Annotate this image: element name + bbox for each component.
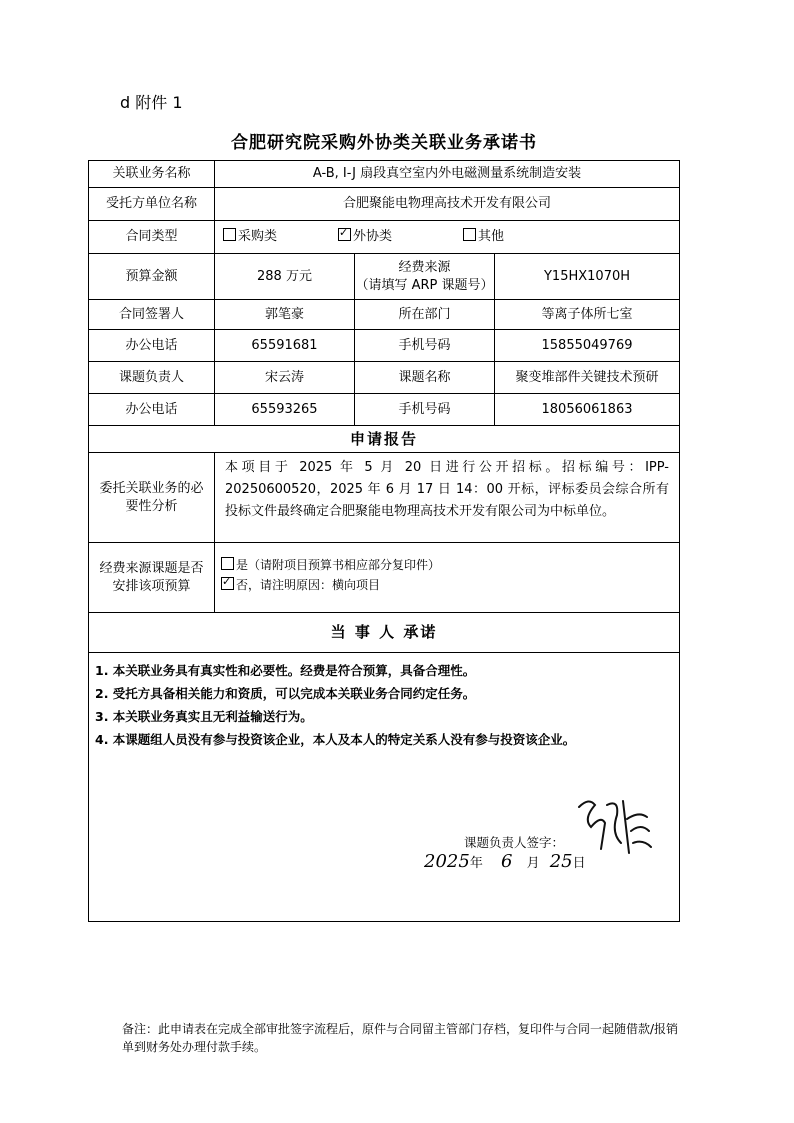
project-name-label: 课题名称 [354,362,494,393]
fund-source-value: Y15HX1070H [494,254,679,299]
checkbox[interactable] [221,577,234,590]
row-budget-arranged [89,543,679,613]
business-name-value: A-B, I-J 扇段真空室内外电磁测量系统制造安装 [214,161,679,187]
row-phone-2 [89,394,679,426]
necessity-text: 本项目于 2025 年 5 月 20 日进行公开招标。招标编号：IPP-20250600520，2025 年 6 月 17 日 14：00 开标，评标委员会综合所有投标文件最终确定合肥聚能电物理高技术开发有限公司为中标单位。 [225,460,669,519]
mobile-value: 18056061863 [494,394,679,425]
signer-label: 合同签署人 [118,306,184,322]
project-name-value: 聚变堆部件关键技术预研 [494,362,679,393]
office-phone-value: 65593265 [214,394,354,425]
checkbox[interactable] [221,557,234,570]
date-month-unit: 月 [526,856,540,871]
document-title: 合肥研究院采购外协类关联业务承诺书 [231,133,537,153]
date-day-unit: 日 [572,856,586,871]
pledge-item: 4. 本课题组人员没有参与投资该企业，本人及本人的特定关系人没有参与投资该企业。 [95,732,576,747]
signer-value: 郭笔豪 [214,300,354,329]
mobile-label: 手机号码 [354,394,494,425]
commitment-form [88,160,680,922]
option-label: 其他 [478,229,505,245]
row-signer [89,300,679,330]
option-no-label: 否，请注明原因：横向项目 [236,578,381,592]
necessity-label: 委托关联业务的必要性分析 [99,480,204,514]
contract-type-label: 合同类型 [125,229,178,245]
option-yes-label: 是（请附项目预算书相应部分复印件） [236,558,441,572]
checkbox[interactable] [223,228,236,241]
pledge-item: 3. 本关联业务真实且无利益输送行为。 [95,709,313,724]
contractor-value: 合肥聚能电物理高技术开发有限公司 [214,188,679,220]
report-heading: 申请报告 [349,429,418,448]
business-name-label: 关联业务名称 [112,166,191,182]
dept-value: 等离子体所七室 [494,300,679,329]
pledge-heading: 当 事 人 承诺 [330,623,438,642]
office-phone-label: 办公电话 [125,337,178,353]
row-pledge-heading [89,613,679,653]
row-budget [89,254,679,300]
option-yes[interactable] [221,555,679,575]
attachment-label: d 附件 1 [120,93,183,112]
leader-label: 课题负责人 [118,369,184,385]
budget-arranged-label: 经费来源课题是否安排该项预算 [99,560,204,594]
mobile-value: 15855049769 [494,330,679,361]
contract-type-option-purchase[interactable] [223,228,338,246]
budget-value: 288 万元 [214,254,354,299]
budget-label: 预算金额 [125,268,178,284]
fund-source-label [354,254,494,299]
contract-type-option-outsourcing[interactable] [338,228,463,246]
row-contract-type [89,221,679,254]
row-leader [89,362,679,394]
mobile-label: 手机号码 [354,330,494,361]
office-phone-value: 65591681 [214,330,354,361]
signature-date [424,851,586,872]
date-month: 6 [500,851,513,872]
fund-source-hint: （请填写 ARP 课题号） [355,277,494,293]
row-phone-1 [89,330,679,362]
pledge-item: 1. 本关联业务具有真实性和必要性。经费是符合预算，具备合理性。 [95,663,476,678]
contract-type-options [214,221,679,253]
row-report-heading [89,426,679,453]
row-business-name [89,161,679,188]
row-contractor [89,188,679,221]
budget-arranged-options [214,543,679,612]
dept-label: 所在部门 [354,300,494,329]
row-necessity [89,453,679,543]
leader-value: 宋云涛 [214,362,354,393]
option-no[interactable] [221,575,679,595]
fund-source-title: 经费来源 [398,259,451,275]
contractor-label: 受托方单位名称 [105,196,197,212]
checkbox[interactable] [338,228,351,241]
option-label: 采购类 [238,229,278,245]
office-phone-label: 办公电话 [125,401,178,417]
contract-type-option-other[interactable] [463,228,504,246]
date-year-unit: 年 [469,856,483,871]
pledge-list [95,659,673,751]
date-day: 25 [549,851,573,872]
footnote: 备注：此申请表在完成全部审批签字流程后，原件与合同留主管部门存档，复印件与合同一起随借款/报销单到财务处办理付款手续。 [122,1022,679,1054]
option-label: 外协类 [353,229,393,245]
date-year: 2025 [424,851,470,872]
checkbox[interactable] [463,228,476,241]
pledge-item: 2. 受托方具备相关能力和资质，可以完成本关联业务合同约定任务。 [95,686,476,701]
signature-label: 课题负责人签字： [464,835,565,850]
necessity-cell [214,453,679,542]
